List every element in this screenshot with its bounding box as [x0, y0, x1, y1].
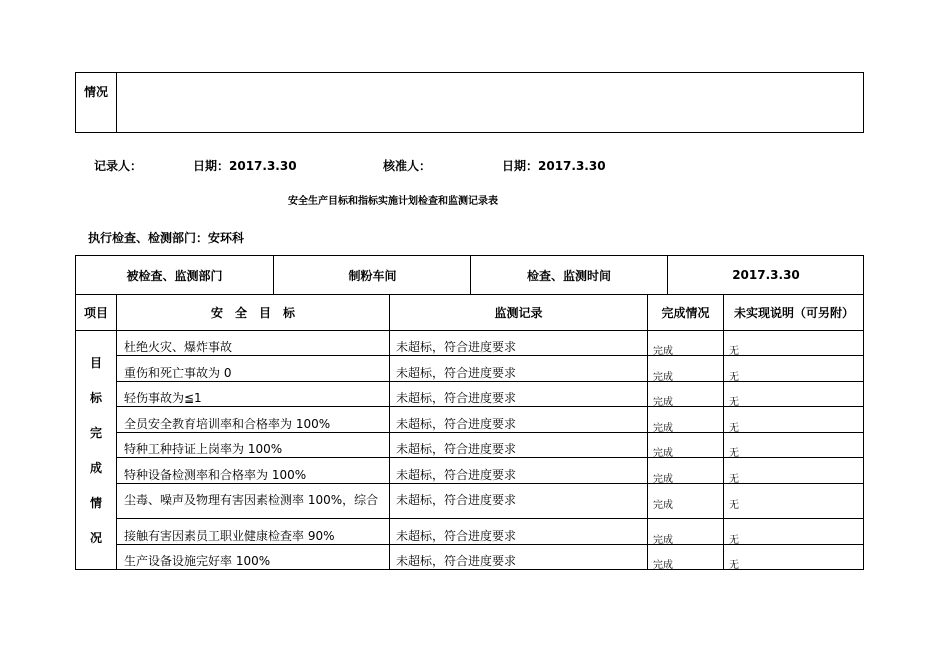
row-target: 特种工种持证上岗率为 100%	[124, 442, 283, 456]
row-target: 尘毒、噪声及物理有害因素检测率 100%，综合	[124, 493, 379, 507]
inspected-dept-value: 制粉车间	[348, 268, 397, 283]
row-record: 未超标，符合进度要求	[396, 391, 517, 405]
row-note: 无	[729, 448, 739, 459]
row-status: 完成	[653, 500, 673, 511]
row-status: 完成	[653, 560, 673, 571]
approver-label: 核准人：	[383, 159, 432, 173]
row-target: 全员安全教育培训率和合格率为 100%	[124, 417, 331, 431]
row-target: 杜绝火灾、爆炸事故	[124, 340, 233, 354]
row-note: 无	[729, 560, 739, 571]
row-status: 完成	[653, 397, 673, 408]
inspection-time-label: 检查、监测时间	[526, 268, 611, 283]
row-target: 接触有害因素员工职业健康检查率 90%	[124, 529, 335, 543]
row-note: 无	[729, 535, 739, 546]
side-label-char: 标	[89, 391, 102, 405]
col-header-item: 项目	[83, 305, 108, 320]
row-note: 无	[729, 500, 739, 511]
row-record: 未超标，符合进度要求	[396, 340, 517, 354]
inspection-header-table	[75, 255, 864, 295]
record-date-1: 日期：2017.3.30	[193, 159, 297, 173]
row-record: 未超标，符合进度要求	[396, 493, 517, 507]
row-note: 无	[729, 346, 739, 357]
row-record: 未超标，符合进度要求	[396, 366, 517, 380]
row-status: 完成	[653, 423, 673, 434]
inspecting-department: 执行检查、检测部门：安环科	[88, 231, 245, 245]
recorder-label: 记录人：	[94, 159, 143, 173]
row-record: 未超标，符合进度要求	[396, 442, 517, 456]
col-header-record: 监测记录	[494, 305, 543, 320]
situation-box	[75, 72, 864, 133]
row-target: 重伤和死亡事故为 0	[124, 366, 232, 380]
row-status: 完成	[653, 372, 673, 383]
side-label-char: 成	[89, 461, 102, 475]
row-note: 无	[729, 423, 739, 434]
col-header-status: 完成情况	[661, 305, 710, 320]
situation-divider	[116, 73, 117, 132]
row-note: 无	[729, 372, 739, 383]
row-status: 完成	[653, 448, 673, 459]
row-note: 无	[729, 474, 739, 485]
target-check-table	[75, 294, 864, 570]
situation-label: 情况	[84, 85, 109, 99]
row-target: 轻伤事故为≦1	[124, 391, 202, 405]
side-label-char: 况	[89, 531, 102, 545]
document-title: 安全生产目标和指标实施计划检查和监测记录表	[288, 196, 498, 207]
record-date-2: 日期：2017.3.30	[502, 159, 606, 173]
row-status: 完成	[653, 346, 673, 357]
col-header-note: 未实现说明（可另附）	[733, 305, 854, 320]
side-label-char: 完	[89, 426, 102, 440]
row-note: 无	[729, 397, 739, 408]
row-record: 未超标，符合进度要求	[396, 529, 517, 543]
inspection-time-value: 2017.3.30	[732, 268, 800, 282]
col-header-target: 安 全 目 标	[210, 305, 295, 320]
row-target: 生产设备设施完好率 100%	[124, 554, 271, 568]
side-label-char: 目	[89, 356, 102, 370]
row-record: 未超标，符合进度要求	[396, 554, 517, 568]
row-status: 完成	[653, 474, 673, 485]
row-record: 未超标，符合进度要求	[396, 417, 517, 431]
row-record: 未超标，符合进度要求	[396, 468, 517, 482]
row-target: 特种设备检测率和合格率为 100%	[124, 468, 307, 482]
side-label-char: 情	[89, 496, 102, 510]
row-status: 完成	[653, 535, 673, 546]
inspected-dept-label: 被检查、监测部门	[126, 268, 223, 283]
